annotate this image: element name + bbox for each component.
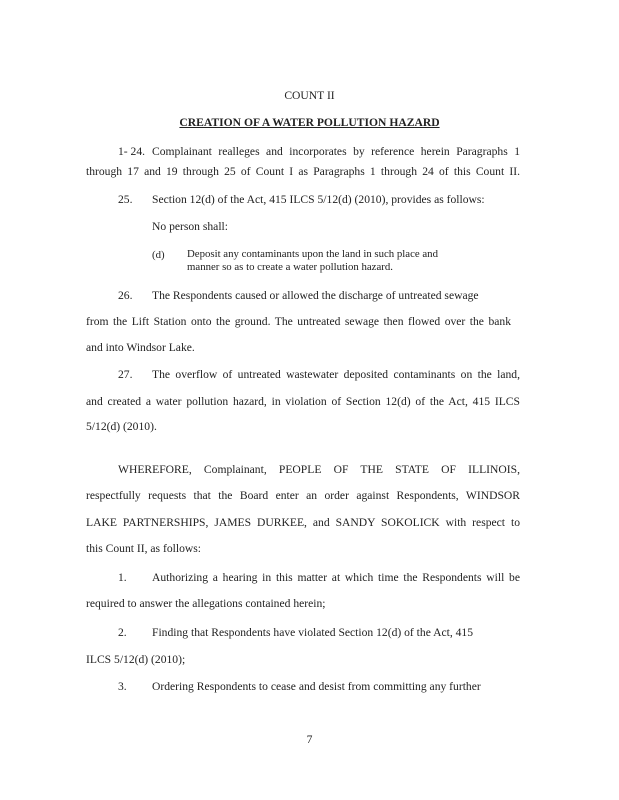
relief-number: 3. <box>118 680 127 693</box>
relief-number: 1. <box>118 571 127 584</box>
paragraph-text: The Respondents caused or allowed the discharge of untreated sewage <box>152 289 479 302</box>
paragraph-number: 25. <box>118 193 133 206</box>
quote-intro: No person shall: <box>152 220 228 233</box>
subsection-label: (d) <box>152 249 165 261</box>
paragraph-text: Complainant realleges and incorporates by reference herein Paragraphs 1 <box>152 145 520 158</box>
relief-number: 2. <box>118 626 127 639</box>
relief-text: ILCS 5/12(d) (2010); <box>86 653 186 666</box>
quote-text: manner so as to create a water pollution hazard. <box>187 261 393 273</box>
relief-text: Finding that Respondents have violated Section 12(d) of the Act, 415 <box>152 626 474 639</box>
paragraph-text: Section 12(d) of the Act, 415 ILCS 5/12(d) (2010), provides as follows: <box>152 193 485 206</box>
prayer-text: this Count II, as follows: <box>86 542 201 555</box>
paragraph-text: The overflow of untreated wastewater deposited contaminants on the land, <box>152 368 520 381</box>
relief-text: Authorizing a hearing in this matter at which time the Respondents will be <box>152 571 520 584</box>
paragraph-text: and created a water pollution hazard, in violation of Section 12(d) of the Act, 415 ILCS <box>86 395 520 408</box>
prayer-text: respectfully requests that the Board enter an order against Respondents, WINDSOR <box>86 489 520 502</box>
relief-text: Ordering Respondents to cease and desist from committing any further <box>152 680 481 693</box>
prayer-text: LAKE PARTNERSHIPS, JAMES DURKEE, and SANDY SOKOLICK with respect to <box>86 516 520 529</box>
count-title: COUNT II <box>284 89 335 102</box>
paragraph-number: 27. <box>118 368 133 381</box>
quote-text: Deposit any contaminants upon the land in such place and <box>187 248 438 260</box>
paragraph-number: 26. <box>118 289 133 302</box>
section-heading-text: CREATION OF A WATER POLLUTION HAZARD <box>179 116 440 129</box>
section-heading <box>0 116 619 130</box>
paragraph-text: from the Lift Station onto the ground. The untreated sewage then flowed over the bank <box>86 315 511 328</box>
relief-text: required to answer the allegations contained herein; <box>86 597 326 610</box>
paragraph-text: and into Windsor Lake. <box>86 341 195 354</box>
paragraph-text: through 17 and 19 through 25 of Count I as Paragraphs 1 through 24 of this Count II. <box>86 165 520 178</box>
page-number: 7 <box>306 733 313 746</box>
paragraph-text: 5/12(d) (2010). <box>86 420 157 433</box>
paragraph-number: 1- 24. <box>118 145 146 158</box>
prayer-text: WHEREFORE, Complainant, PEOPLE OF THE STATE OF ILLINOIS, <box>118 463 520 476</box>
